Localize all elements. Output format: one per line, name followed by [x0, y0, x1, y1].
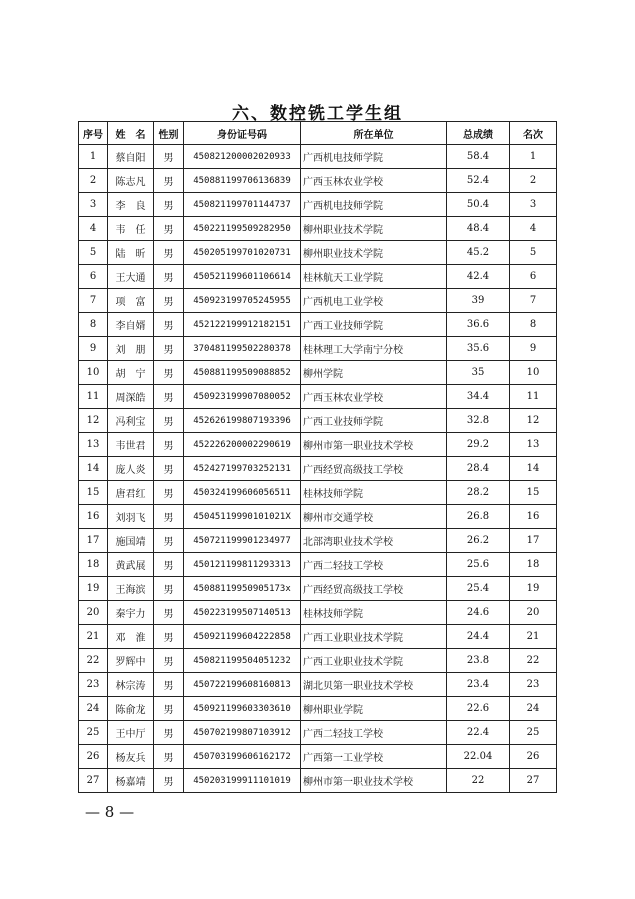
- cell-id-number: 450521199601106614: [184, 265, 301, 289]
- cell-id-number: 450881199706136839: [184, 169, 301, 193]
- cell-rank: 4: [510, 217, 557, 241]
- cell-name: 王海滨: [108, 577, 154, 601]
- cell-unit: 柳州市交通学校: [301, 505, 447, 529]
- table-row: [79, 433, 557, 457]
- cell-rank: 18: [510, 553, 557, 577]
- cell-id-number: 450821199701144737: [184, 193, 301, 217]
- cell-name: 胡 宁: [108, 361, 154, 385]
- cell-id-number: 450121199811293313: [184, 553, 301, 577]
- cell-gender: 男: [154, 769, 184, 793]
- cell-score: 22: [447, 769, 510, 793]
- cell-name: 韦 任: [108, 217, 154, 241]
- cell-index: 12: [79, 409, 108, 433]
- cell-score: 52.4: [447, 169, 510, 193]
- cell-score: 48.4: [447, 217, 510, 241]
- cell-unit: 柳州学院: [301, 361, 447, 385]
- cell-rank: 23: [510, 673, 557, 697]
- cell-rank: 9: [510, 337, 557, 361]
- results-table: [78, 121, 557, 793]
- cell-id-number: 452226200002290619: [184, 433, 301, 457]
- cell-unit: 广西经贸高级技工学校: [301, 457, 447, 481]
- cell-id-number: 45045119990101021X: [184, 505, 301, 529]
- cell-rank: 7: [510, 289, 557, 313]
- cell-gender: 男: [154, 337, 184, 361]
- cell-gender: 男: [154, 697, 184, 721]
- cell-gender: 男: [154, 145, 184, 169]
- cell-rank: 24: [510, 697, 557, 721]
- cell-name: 罗辉中: [108, 649, 154, 673]
- cell-index: 22: [79, 649, 108, 673]
- cell-index: 20: [79, 601, 108, 625]
- cell-gender: 男: [154, 217, 184, 241]
- cell-rank: 22: [510, 649, 557, 673]
- table-row: [79, 601, 557, 625]
- cell-index: 26: [79, 745, 108, 769]
- cell-index: 9: [79, 337, 108, 361]
- cell-name: 黄武展: [108, 553, 154, 577]
- cell-index: 27: [79, 769, 108, 793]
- cell-id-number: 450205199701020731: [184, 241, 301, 265]
- header-unit: 所在单位: [301, 122, 447, 145]
- cell-name: 杨嘉靖: [108, 769, 154, 793]
- cell-gender: 男: [154, 505, 184, 529]
- cell-id-number: 450821200002020933: [184, 145, 301, 169]
- cell-index: 7: [79, 289, 108, 313]
- cell-id-number: 450921199604222858: [184, 625, 301, 649]
- cell-score: 36.6: [447, 313, 510, 337]
- table-row: [79, 697, 557, 721]
- section-title: 六、数控铣工学生组: [232, 104, 403, 124]
- cell-index: 18: [79, 553, 108, 577]
- cell-score: 28.2: [447, 481, 510, 505]
- cell-unit: 广西第一工业学校: [301, 745, 447, 769]
- cell-id-number: 452626199807193396: [184, 409, 301, 433]
- table-body: [79, 145, 557, 793]
- cell-name: 冯利宝: [108, 409, 154, 433]
- cell-unit: 广西机电工业学校: [301, 289, 447, 313]
- cell-score: 29.2: [447, 433, 510, 457]
- table-row: [79, 313, 557, 337]
- cell-index: 25: [79, 721, 108, 745]
- cell-score: 22.4: [447, 721, 510, 745]
- cell-score: 58.4: [447, 145, 510, 169]
- cell-score: 24.4: [447, 625, 510, 649]
- cell-gender: 男: [154, 169, 184, 193]
- cell-gender: 男: [154, 649, 184, 673]
- cell-name: 唐君红: [108, 481, 154, 505]
- table-row: [79, 169, 557, 193]
- cell-index: 24: [79, 697, 108, 721]
- cell-rank: 8: [510, 313, 557, 337]
- cell-unit: 柳州职业技术学院: [301, 241, 447, 265]
- cell-rank: 20: [510, 601, 557, 625]
- cell-index: 15: [79, 481, 108, 505]
- cell-unit: 广西工业技师学院: [301, 409, 447, 433]
- cell-rank: 13: [510, 433, 557, 457]
- cell-rank: 14: [510, 457, 557, 481]
- cell-score: 26.8: [447, 505, 510, 529]
- cell-name: 刘羽飞: [108, 505, 154, 529]
- cell-gender: 男: [154, 481, 184, 505]
- cell-gender: 男: [154, 673, 184, 697]
- cell-gender: 男: [154, 193, 184, 217]
- cell-index: 1: [79, 145, 108, 169]
- cell-id-number: 450223199507140513: [184, 601, 301, 625]
- header-gender: 性别: [154, 122, 184, 145]
- cell-unit: 广西玉林农业学校: [301, 385, 447, 409]
- cell-rank: 27: [510, 769, 557, 793]
- cell-score: 45.2: [447, 241, 510, 265]
- cell-id-number: 450722199608160813: [184, 673, 301, 697]
- table-row: [79, 457, 557, 481]
- table-row: [79, 553, 557, 577]
- cell-id-number: 450203199911101019: [184, 769, 301, 793]
- table-row: [79, 145, 557, 169]
- cell-unit: 桂林技师学院: [301, 481, 447, 505]
- cell-name: 韦世君: [108, 433, 154, 457]
- cell-index: 6: [79, 265, 108, 289]
- cell-score: 34.4: [447, 385, 510, 409]
- cell-gender: 男: [154, 745, 184, 769]
- cell-id-number: 450923199705245955: [184, 289, 301, 313]
- cell-unit: 柳州职业技术学院: [301, 217, 447, 241]
- cell-score: 25.6: [447, 553, 510, 577]
- cell-score: 32.8: [447, 409, 510, 433]
- cell-index: 11: [79, 385, 108, 409]
- cell-gender: 男: [154, 409, 184, 433]
- cell-gender: 男: [154, 385, 184, 409]
- table-row: [79, 289, 557, 313]
- cell-id-number: 450221199509282950: [184, 217, 301, 241]
- cell-score: 35: [447, 361, 510, 385]
- cell-rank: 16: [510, 505, 557, 529]
- cell-score: 35.6: [447, 337, 510, 361]
- cell-rank: 26: [510, 745, 557, 769]
- table-row: [79, 193, 557, 217]
- cell-id-number: 45088119950905173x: [184, 577, 301, 601]
- cell-gender: 男: [154, 601, 184, 625]
- cell-rank: 15: [510, 481, 557, 505]
- cell-unit: 柳州市第一职业技术学校: [301, 433, 447, 457]
- cell-score: 42.4: [447, 265, 510, 289]
- cell-score: 28.4: [447, 457, 510, 481]
- cell-unit: 广西二轻技工学校: [301, 553, 447, 577]
- cell-rank: 6: [510, 265, 557, 289]
- cell-gender: 男: [154, 553, 184, 577]
- cell-rank: 2: [510, 169, 557, 193]
- cell-unit: 桂林理工大学南宁分校: [301, 337, 447, 361]
- cell-index: 5: [79, 241, 108, 265]
- table-row: [79, 481, 557, 505]
- cell-index: 13: [79, 433, 108, 457]
- cell-score: 26.2: [447, 529, 510, 553]
- table-row: [79, 625, 557, 649]
- table-row: [79, 241, 557, 265]
- cell-name: 周深皓: [108, 385, 154, 409]
- cell-name: 陆 昕: [108, 241, 154, 265]
- page-number: — 8 —: [85, 803, 135, 821]
- table-row: [79, 337, 557, 361]
- cell-index: 19: [79, 577, 108, 601]
- table-row: [79, 529, 557, 553]
- header-index: 序号: [79, 122, 108, 145]
- cell-score: 23.8: [447, 649, 510, 673]
- header-score: 总成绩: [447, 122, 510, 145]
- cell-score: 24.6: [447, 601, 510, 625]
- cell-gender: 男: [154, 313, 184, 337]
- cell-unit: 广西机电技师学院: [301, 193, 447, 217]
- cell-unit: 广西经贸高级技工学校: [301, 577, 447, 601]
- cell-score: 39: [447, 289, 510, 313]
- cell-unit: 广西二轻技工学校: [301, 721, 447, 745]
- cell-id-number: 450721199901234977: [184, 529, 301, 553]
- header-rank: 名次: [510, 122, 557, 145]
- cell-rank: 19: [510, 577, 557, 601]
- cell-gender: 男: [154, 289, 184, 313]
- cell-gender: 男: [154, 721, 184, 745]
- table-row: [79, 505, 557, 529]
- table-header-row: [79, 122, 557, 145]
- cell-name: 邓 淮: [108, 625, 154, 649]
- cell-index: 14: [79, 457, 108, 481]
- cell-index: 3: [79, 193, 108, 217]
- cell-gender: 男: [154, 577, 184, 601]
- cell-id-number: 450881199509088852: [184, 361, 301, 385]
- cell-rank: 21: [510, 625, 557, 649]
- cell-name: 林宗涛: [108, 673, 154, 697]
- cell-score: 50.4: [447, 193, 510, 217]
- cell-index: 16: [79, 505, 108, 529]
- cell-name: 陈俞龙: [108, 697, 154, 721]
- cell-id-number: 450703199606162172: [184, 745, 301, 769]
- cell-index: 10: [79, 361, 108, 385]
- table-row: [79, 649, 557, 673]
- cell-unit: 广西工业职业技术学院: [301, 649, 447, 673]
- table-row: [79, 577, 557, 601]
- cell-unit: 广西机电技师学院: [301, 145, 447, 169]
- cell-rank: 17: [510, 529, 557, 553]
- table-row: [79, 217, 557, 241]
- cell-index: 21: [79, 625, 108, 649]
- cell-id-number: 370481199502280378: [184, 337, 301, 361]
- cell-rank: 3: [510, 193, 557, 217]
- cell-index: 23: [79, 673, 108, 697]
- cell-index: 4: [79, 217, 108, 241]
- header-name: 姓 名: [108, 122, 154, 145]
- cell-unit: 广西工业职业技术学院: [301, 625, 447, 649]
- cell-unit: 柳州职业学院: [301, 697, 447, 721]
- cell-score: 22.04: [447, 745, 510, 769]
- cell-score: 25.4: [447, 577, 510, 601]
- cell-unit: 桂林航天工业学院: [301, 265, 447, 289]
- table-row: [79, 721, 557, 745]
- cell-name: 陈志凡: [108, 169, 154, 193]
- cell-score: 23.4: [447, 673, 510, 697]
- cell-unit: 柳州市第一职业技术学校: [301, 769, 447, 793]
- cell-gender: 男: [154, 457, 184, 481]
- cell-id-number: 450702199807103912: [184, 721, 301, 745]
- cell-id-number: 452427199703252131: [184, 457, 301, 481]
- cell-name: 杨友兵: [108, 745, 154, 769]
- cell-name: 项 富: [108, 289, 154, 313]
- cell-name: 王中厅: [108, 721, 154, 745]
- cell-id-number: 450923199907080052: [184, 385, 301, 409]
- cell-unit: 湖北贝第一职业技术学校: [301, 673, 447, 697]
- cell-rank: 11: [510, 385, 557, 409]
- cell-unit: 广西工业技师学院: [301, 313, 447, 337]
- cell-rank: 25: [510, 721, 557, 745]
- cell-rank: 5: [510, 241, 557, 265]
- cell-name: 秦宇力: [108, 601, 154, 625]
- cell-rank: 12: [510, 409, 557, 433]
- cell-rank: 10: [510, 361, 557, 385]
- cell-id-number: 452122199912182151: [184, 313, 301, 337]
- cell-id-number: 450921199603303610: [184, 697, 301, 721]
- cell-unit: 广西玉林农业学校: [301, 169, 447, 193]
- table-row: [79, 265, 557, 289]
- cell-name: 李 良: [108, 193, 154, 217]
- cell-name: 刘 朋: [108, 337, 154, 361]
- table-row: [79, 769, 557, 793]
- table-row: [79, 409, 557, 433]
- cell-name: 庞人炎: [108, 457, 154, 481]
- header-id-number: 身份证号码: [184, 122, 301, 145]
- cell-index: 2: [79, 169, 108, 193]
- table-row: [79, 361, 557, 385]
- cell-rank: 1: [510, 145, 557, 169]
- cell-id-number: 450821199504051232: [184, 649, 301, 673]
- cell-name: 蔡自阳: [108, 145, 154, 169]
- cell-name: 王大通: [108, 265, 154, 289]
- cell-unit: 桂林技师学院: [301, 601, 447, 625]
- table-row: [79, 673, 557, 697]
- cell-score: 22.6: [447, 697, 510, 721]
- table-row: [79, 385, 557, 409]
- cell-gender: 男: [154, 433, 184, 457]
- cell-gender: 男: [154, 241, 184, 265]
- cell-unit: 北部湾职业技术学校: [301, 529, 447, 553]
- cell-index: 8: [79, 313, 108, 337]
- cell-gender: 男: [154, 529, 184, 553]
- cell-name: 施国靖: [108, 529, 154, 553]
- cell-gender: 男: [154, 625, 184, 649]
- cell-id-number: 450324199606056511: [184, 481, 301, 505]
- table-row: [79, 745, 557, 769]
- cell-gender: 男: [154, 361, 184, 385]
- cell-name: 李自婿: [108, 313, 154, 337]
- cell-gender: 男: [154, 265, 184, 289]
- cell-index: 17: [79, 529, 108, 553]
